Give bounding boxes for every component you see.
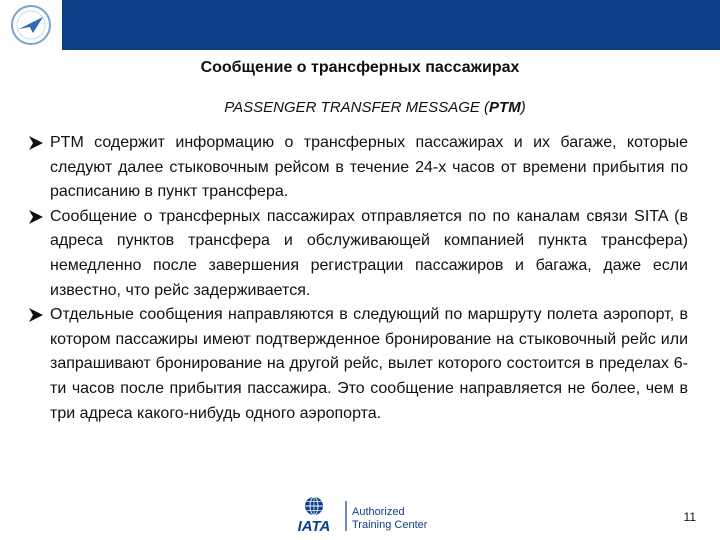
bullet-text: Сообщение о трансферных пассажирах отправляется по по каналам связи SITA (в адреса пунктов трансфера и обслуживающей компанией пункта трансфера) немедленно после завершения регистрации пассажиров и багажа, даже если известно, что рейс задерживается.	[50, 207, 688, 299]
subtitle-suffix: )	[520, 99, 526, 116]
plane-emblem-icon	[9, 3, 53, 47]
bullet-text: Отдельные сообщения направляются в следующий по маршруту полета аэропорт, в котором пассажиры имеют подтвержденное бронирование на стыковочный рейс или запрашивают бронирование на другой рейс, вылет которого состоится в пределах 6-ти часов после прибытия пассажира. Это сообщение направляется не более, чем в три адреса какого-нибудь одного аэропорта.	[50, 306, 688, 422]
iata-caption-line1: Authorized	[352, 506, 405, 518]
iata-logo	[278, 495, 438, 535]
bullet-text: PTM содержит информацию о трансферных пассажирах и их багаже, которые следуют далее стыковочным рейсом в течение 24-х часов от времени прибытия по расписанию в пункт трансфера.	[50, 134, 688, 201]
header-band	[0, 0, 720, 50]
subtitle-prefix: PASSENGER TRANSFER MESSAGE (	[224, 99, 490, 116]
iata-wordmark: IATA	[297, 518, 331, 535]
arrowhead-bullet-icon	[28, 307, 44, 323]
subtitle-acronym: PTM	[489, 99, 521, 116]
iata-globe-icon	[305, 497, 323, 515]
arrowhead-bullet-icon	[28, 209, 44, 225]
page-subtitle	[0, 99, 720, 116]
iata-caption-line2: Training Center	[352, 519, 428, 531]
page-number: 11	[683, 510, 696, 524]
page-title: Сообщение о трансферных пассажирах	[200, 59, 520, 76]
bullet-item	[22, 131, 688, 205]
bullet-item	[22, 205, 688, 303]
arrowhead-bullet-icon	[28, 135, 44, 151]
bullet-item	[22, 303, 688, 426]
header-logo	[0, 0, 62, 50]
bullet-list	[22, 131, 688, 426]
